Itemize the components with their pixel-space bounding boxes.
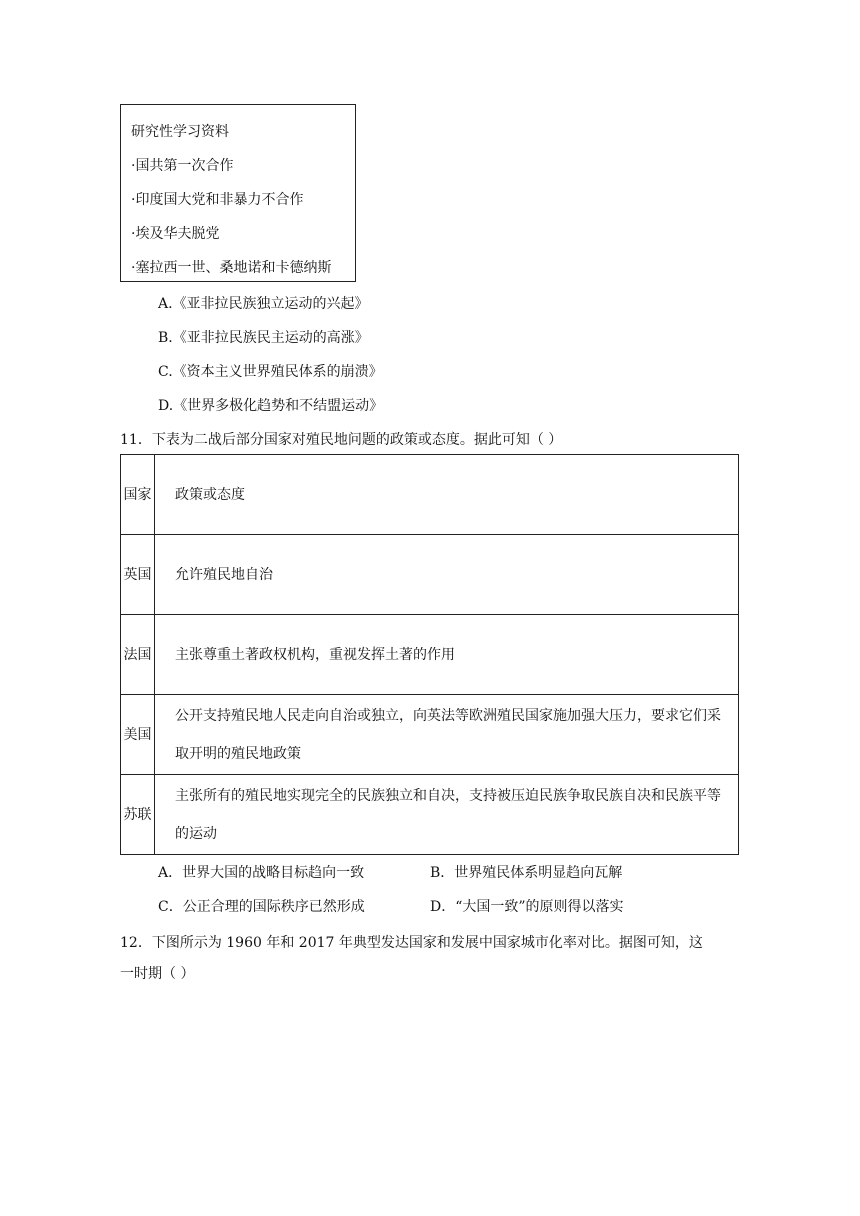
policy-table bbox=[120, 454, 739, 855]
q11-option-c[interactable]: C．公正合理的国际秩序已然形成 bbox=[158, 899, 365, 915]
policy-cell: 公开支持殖民地人民走向自治或独立，向英法等欧洲殖民国家施加强大压力，要求它们采取开明的殖民地政策 bbox=[155, 695, 739, 775]
table-header-row bbox=[121, 455, 739, 535]
table-row bbox=[121, 695, 739, 775]
policy-cell: 主张尊重土著政权机构，重视发挥土著的作用 bbox=[155, 615, 739, 695]
material-item: ·印度国大党和非暴力不合作 bbox=[131, 192, 304, 208]
table-row bbox=[121, 615, 739, 695]
material-item: ·国共第一次合作 bbox=[131, 158, 234, 174]
country-cell: 英国 bbox=[121, 535, 155, 615]
q11-option-a[interactable]: A．世界大国的战略目标趋向一致 bbox=[158, 865, 365, 881]
q11-option-b[interactable]: B．世界殖民体系明显趋向瓦解 bbox=[430, 865, 623, 881]
q12-stem-line2: 一时期（ ） bbox=[120, 966, 195, 982]
q11-option-d[interactable]: D．“大国一致”的原则得以落实 bbox=[430, 899, 624, 915]
policy-cell: 允许殖民地自治 bbox=[155, 535, 739, 615]
material-title: 研究性学习资料 bbox=[131, 124, 229, 140]
material-item: ·埃及华夫脱党 bbox=[131, 226, 220, 242]
country-cell: 苏联 bbox=[121, 775, 155, 855]
q10-option-b[interactable]: B.《亚非拉民族民主运动的高涨》 bbox=[158, 330, 369, 346]
table-row bbox=[121, 535, 739, 615]
study-material-box bbox=[120, 104, 356, 282]
q11-stem: 11．下表为二战后部分国家对殖民地问题的政策或态度。据此可知（ ） bbox=[120, 432, 563, 448]
q12-stem-line1: 12．下图所示为 1960 年和 2017 年典型发达国家和发展中国家城市化率对比。据图可知，这 bbox=[120, 935, 703, 951]
q10-option-c[interactable]: C.《资本主义世界殖民体系的崩溃》 bbox=[158, 364, 383, 380]
country-cell: 美国 bbox=[121, 695, 155, 775]
q10-option-d[interactable]: D.《世界多极化趋势和不结盟运动》 bbox=[158, 398, 384, 414]
material-item: ·塞拉西一世、桑地诺和卡德纳斯 bbox=[131, 260, 332, 276]
policy-cell: 主张所有的殖民地实现完全的民族独立和自决，支持被压迫民族争取民族自决和民族平等的运动 bbox=[155, 775, 739, 855]
country-cell: 法国 bbox=[121, 615, 155, 695]
q10-option-a[interactable]: A.《亚非拉民族独立运动的兴起》 bbox=[158, 296, 369, 312]
header-country: 国家 bbox=[121, 455, 155, 535]
table-row bbox=[121, 775, 739, 855]
header-policy: 政策或态度 bbox=[155, 455, 739, 535]
